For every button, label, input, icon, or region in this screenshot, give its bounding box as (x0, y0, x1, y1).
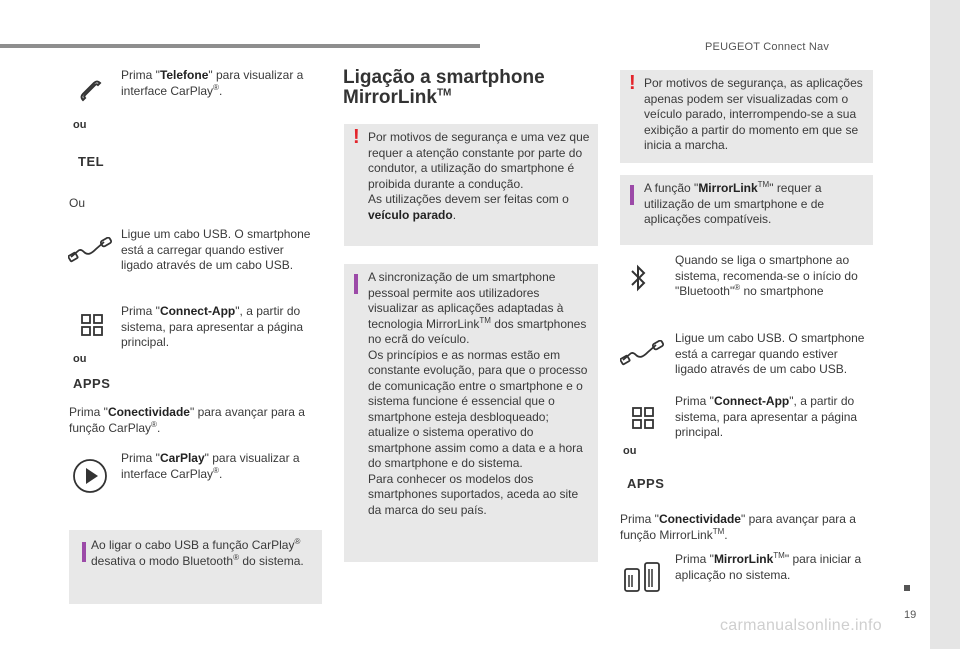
info-icon (630, 185, 634, 205)
warning-text: Por motivos de segurança e uma vez que requer a atenção constante por parte do condutor, a utilização do smartphone é proibida durante a condução. As utilizações devem ser feitas com o veículo parado. (368, 130, 590, 222)
para-connect-app: Prima "Connect-App", a partir do sistema, para apresentar a página principal. (121, 304, 304, 349)
para-usb: Ligue um cabo USB. O smartphone está a carregar quando estiver ligado através de um cabo USB. (675, 331, 865, 376)
label-ou: ou (623, 445, 637, 457)
para-telefone: Prima "Telefone" para visualizar a interface CarPlay®. (121, 68, 304, 98)
header-title: PEUGEOT Connect Nav (705, 41, 830, 53)
watermark: carmanualsonline.info (720, 617, 882, 634)
info-box-carplay (69, 530, 322, 604)
warning-box-driving (344, 124, 598, 246)
apps-grid-icon (632, 407, 654, 429)
mirrorlink-phones-icon (623, 561, 661, 595)
info-text: Ao ligar o cabo USB a função CarPlay® desativa o modo Bluetooth® do sistema. (91, 537, 304, 568)
label-ou-text: Ou (69, 196, 86, 210)
para-usb: Ligue um cabo USB. O smartphone está a carregar quando estiver ligado através de um cabo USB. (121, 227, 311, 272)
para-bluetooth: Quando se liga o smartphone ao sistema, recomenda-se o início do "Bluetooth"® no smartphone (675, 253, 858, 298)
label-tel: TEL (78, 154, 105, 169)
page-number: 19 (904, 609, 917, 621)
info-box-mirrorlink (620, 175, 873, 245)
info-icon (82, 542, 86, 562)
warning-icon: ! (353, 126, 360, 148)
phone-icon (78, 78, 104, 104)
section-end-mark (904, 585, 910, 591)
top-rule (0, 44, 480, 48)
side-margin-bar (930, 0, 960, 649)
info-box-sync (344, 264, 598, 562)
warning-box-apps (620, 70, 873, 163)
play-icon (72, 458, 108, 494)
label-apps: APPS (627, 476, 665, 491)
para-mirrorlink: Prima "MirrorLink™" para iniciar a aplicação no sistema. (675, 551, 862, 582)
para-conectividade: Prima "Conectividade" para avançar para a função MirrorLink™. (620, 512, 856, 542)
label-ou: ou (73, 119, 87, 131)
usb-cable-icon (68, 237, 114, 263)
warning-text: Por motivos de segurança, as aplicações apenas podem ser visualizadas com o veículo parado, interrompendo-se a sua exibição a partir do momento em que se inicia a marcha. (644, 76, 863, 152)
apps-grid-icon (81, 314, 103, 336)
bluetooth-icon (628, 263, 648, 293)
para-connect-app: Prima "Connect-App", a partir do sistema, para apresentar a página principal. (675, 394, 858, 439)
section-title: Ligação a smartphone MirrorLink™ (343, 67, 545, 108)
info-text: A sincronização de um smartphone pessoal permite aos utilizadores visualizar as aplicações adaptadas à tecnologia MirrorLink™ dos smartphones no ecrã do veículo. Os princípios e as normas estão em constante evolução, para que o processo de comunicação entre o smartphone e o sistema funcione é essencial que o smartphone esteja desbloqueado; atualize o sistema operativo do smartphone assim como a data e a hora do smartphone e do sistema. Para conhecer os modelos dos smartphones suportados, aceda ao site da marca do seu país. (368, 270, 588, 517)
warning-icon: ! (629, 72, 636, 94)
usb-cable-icon (620, 340, 666, 366)
para-carplay: Prima "CarPlay" para visualizar a interface CarPlay®. (121, 451, 300, 481)
info-icon (354, 274, 358, 294)
label-ou: ou (73, 353, 87, 365)
info-text: A função "MirrorLink™" requer a utilização de um smartphone e de aplicações compatíveis. (644, 180, 825, 226)
para-conectividade: Prima "Conectividade" para avançar para a função CarPlay®. (69, 405, 305, 435)
label-apps: APPS (73, 376, 111, 391)
